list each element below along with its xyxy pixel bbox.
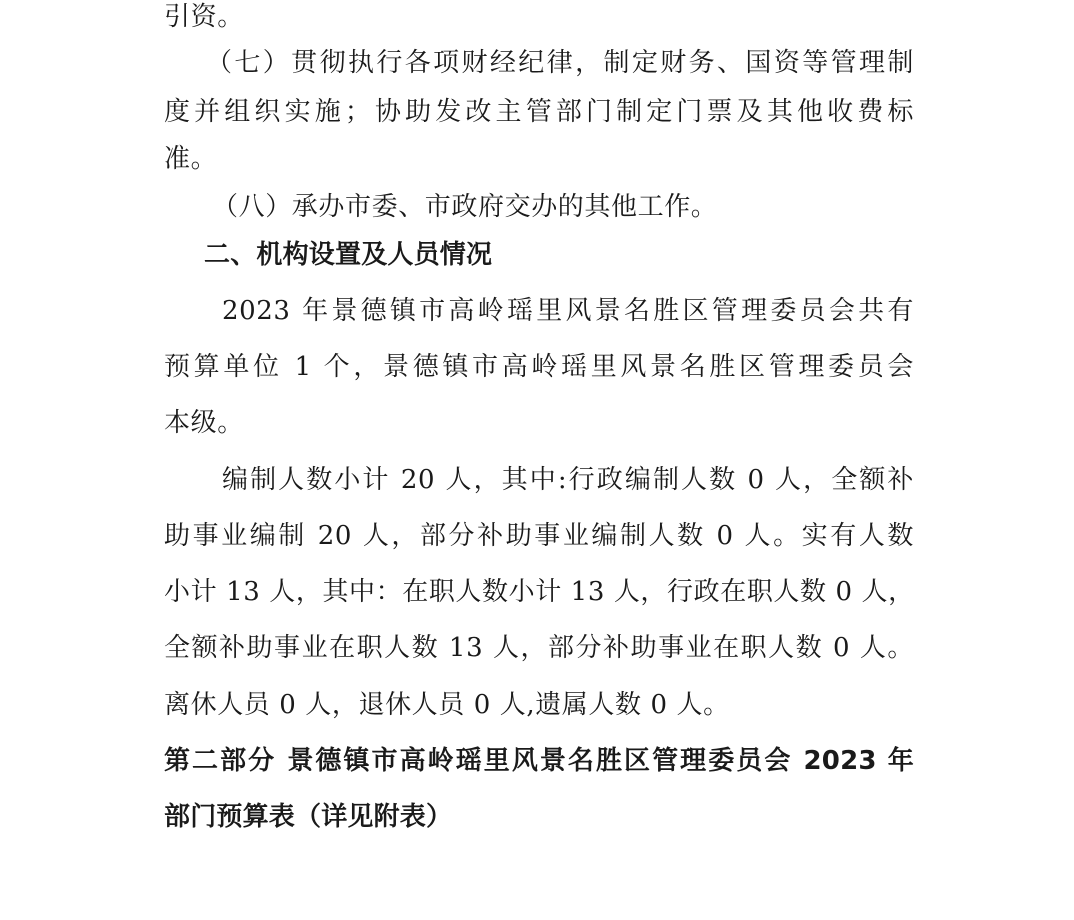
part-two-heading-line-1: 第二部分 景德镇市高岭瑶里风景名胜区管理委员会 2023 年 [164,746,914,776]
paragraph-staff-line-3: 小计 13 人，其中：在职人数小计 13 人，行政在职人数 0 人， [164,577,915,607]
section-heading: 二、机构设置及人员情况 [204,240,493,270]
paragraph-item-8: （八）承办市委、市政府交办的其他工作。 [212,192,718,222]
paragraph-staff-line-4: 全额补助事业在职人数 13 人，部分补助事业在职人数 0 人。 [164,633,914,663]
text-line-continuation: 引资。 [164,2,244,32]
part-two-heading-line-2: 部门预算表（详见附表） [164,802,453,832]
paragraph-units-line-1: 2023 年景德镇市高岭瑶里风景名胜区管理委员会共有 [222,296,914,326]
paragraph-units-line-2: 预算单位 1 个，景德镇市高岭瑶里风景名胜区管理委员会 [164,352,914,382]
paragraph-staff-line-1: 编制人数小计 20 人，其中:行政编制人数 0 人，全额补 [222,465,914,495]
paragraph-units-line-3: 本级。 [164,408,244,438]
paragraph-staff-line-2: 助事业编制 20 人，部分补助事业编制人数 0 人。实有人数 [164,521,914,551]
paragraph-item-7-line-1: （七）贯彻执行各项财经纪律，制定财务、国资等管理制 [206,48,914,78]
paragraph-staff-line-5: 离休人员 0 人，退休人员 0 人,遗属人数 0 人。 [164,690,730,720]
paragraph-item-7-line-2: 度并组织实施；协助发改主管部门制定门票及其他收费标 [164,97,914,127]
paragraph-item-7-line-3: 准。 [164,144,218,174]
